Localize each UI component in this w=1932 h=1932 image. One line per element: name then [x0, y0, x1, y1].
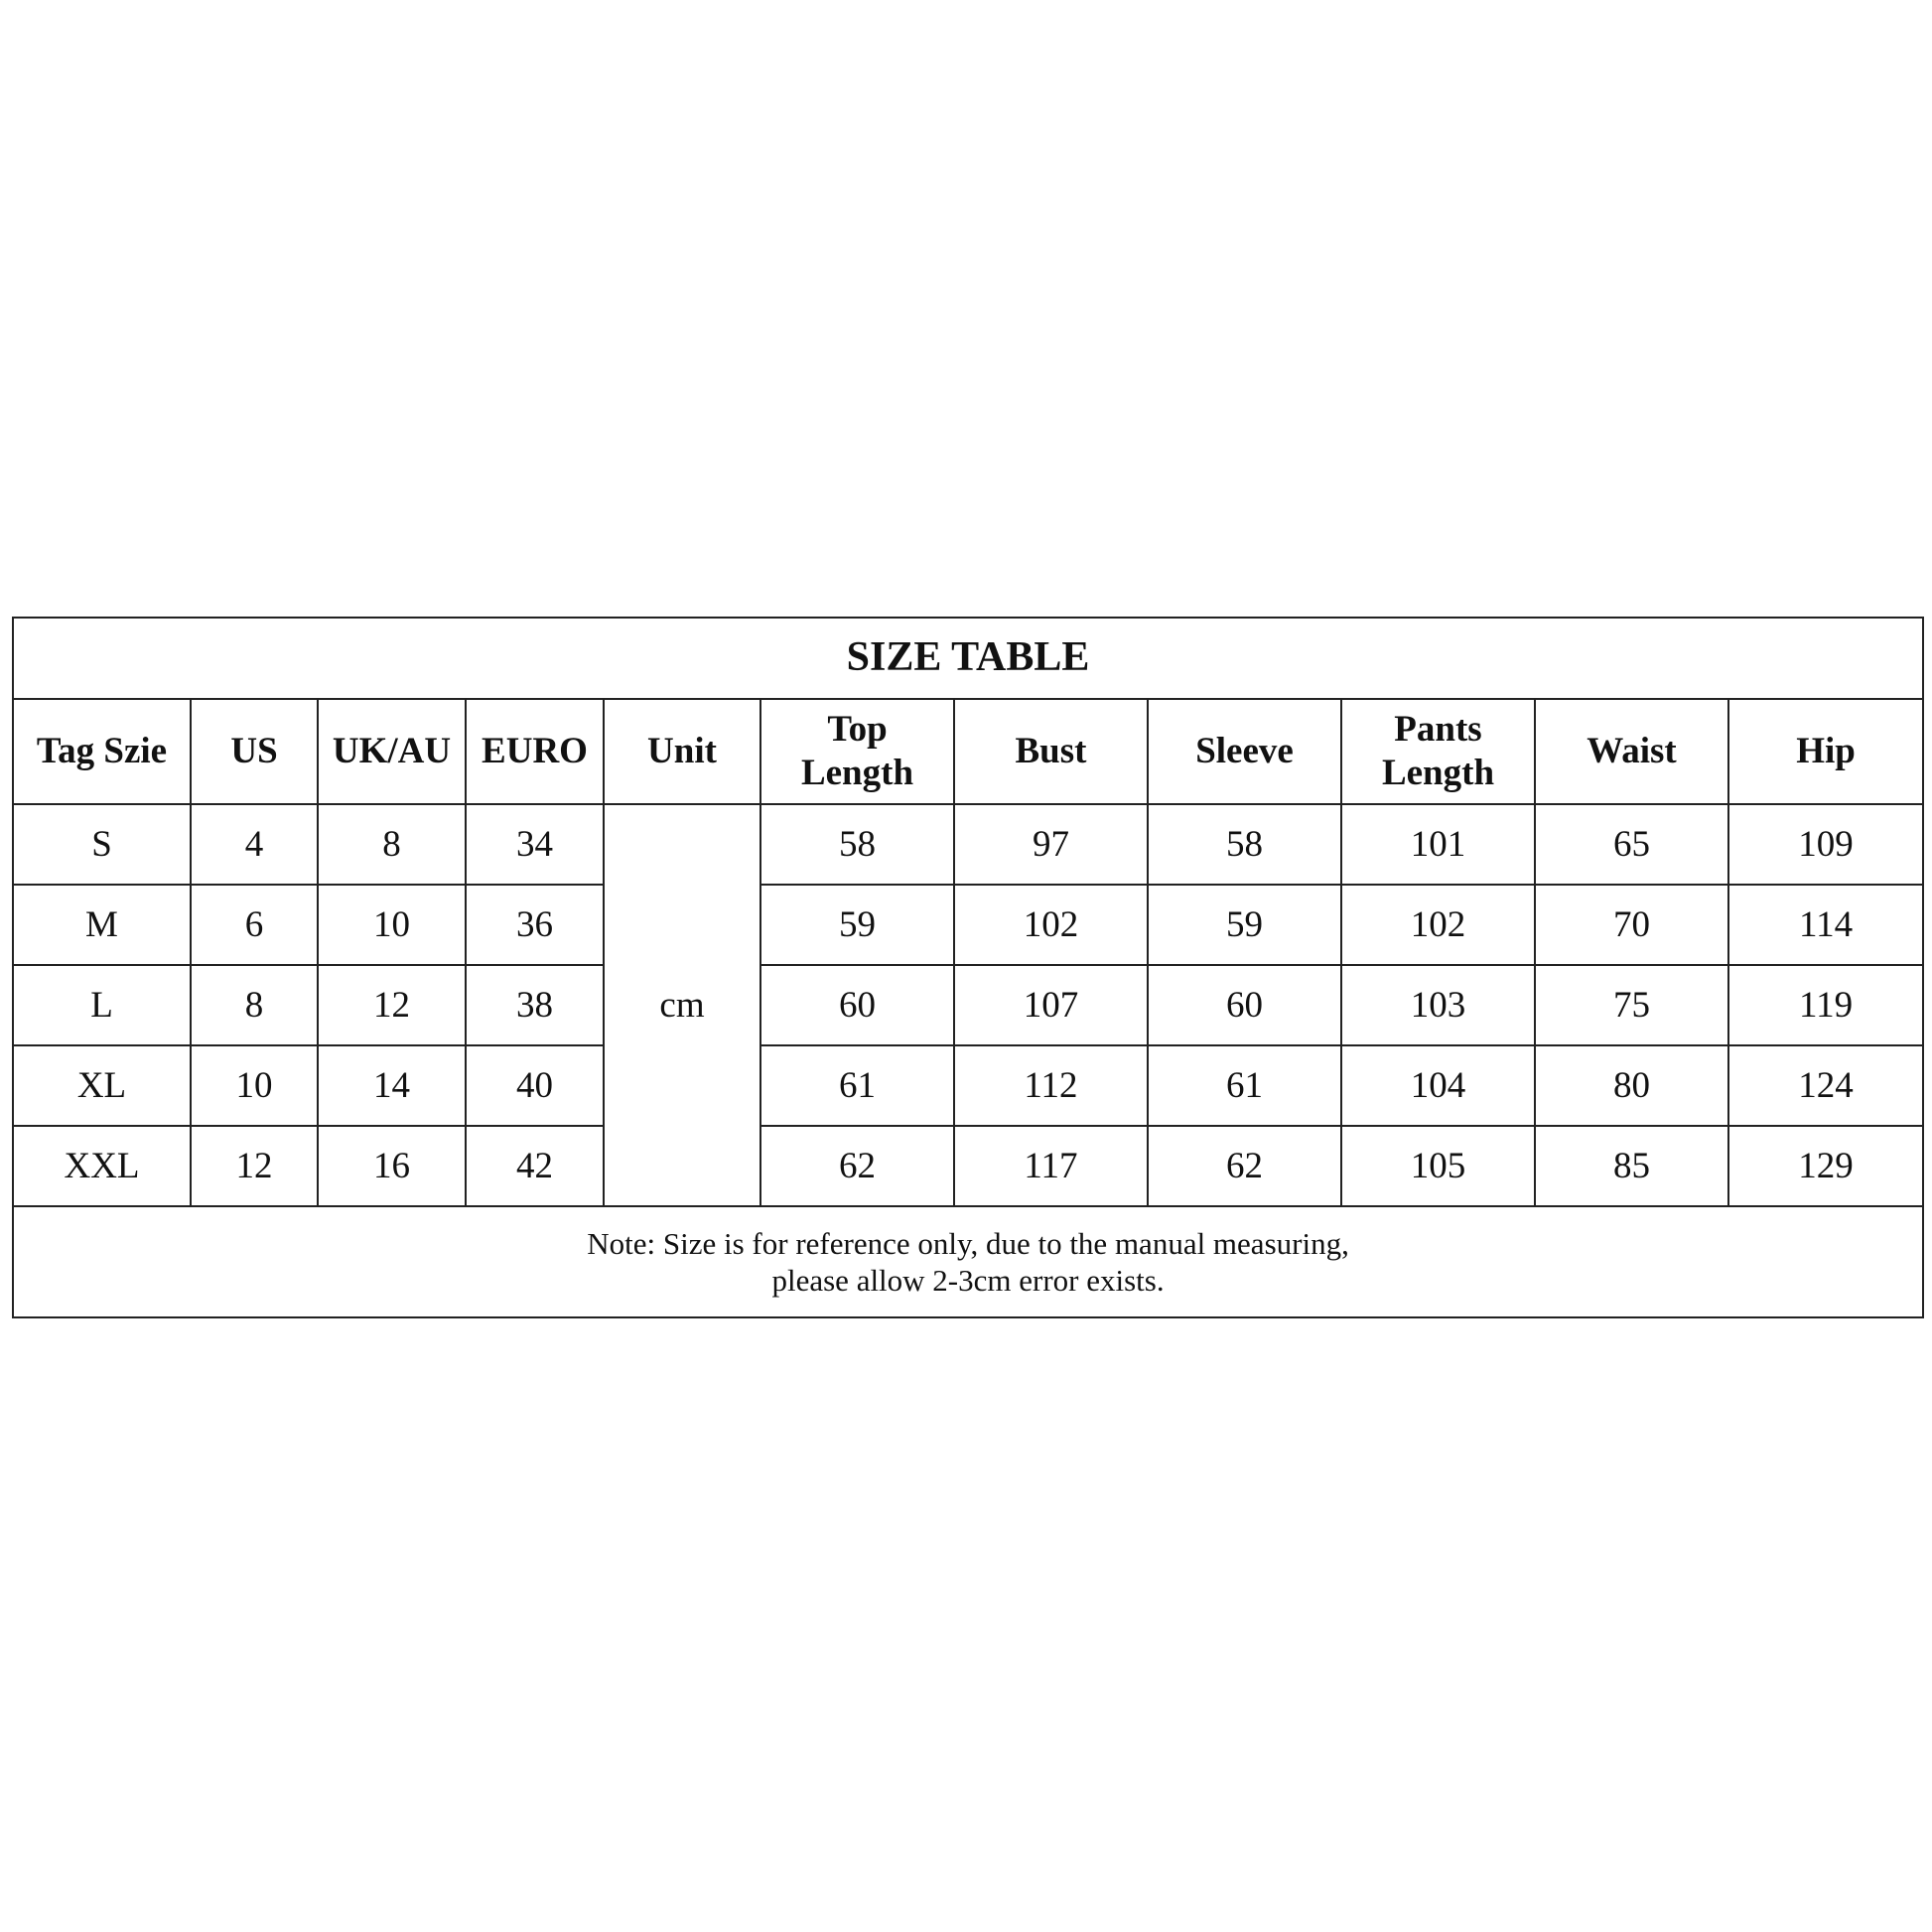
cell-top-length: 62	[760, 1126, 954, 1206]
cell-hip: 119	[1728, 965, 1923, 1045]
cell-waist: 75	[1535, 965, 1728, 1045]
cell-pants-length: 104	[1341, 1045, 1535, 1126]
cell-euro: 38	[466, 965, 604, 1045]
note-cell	[13, 1206, 1923, 1317]
header-tag-size	[13, 699, 191, 804]
cell-euro: 42	[466, 1126, 604, 1206]
cell-waist: 85	[1535, 1126, 1728, 1206]
title-row	[13, 618, 1923, 699]
cell-uk-au: 8	[318, 804, 466, 885]
header-label: Sleeve	[1195, 731, 1294, 772]
cell-hip: 109	[1728, 804, 1923, 885]
header-uk-au	[318, 699, 466, 804]
note-row	[13, 1206, 1923, 1317]
cell-sleeve: 59	[1148, 885, 1341, 965]
header-top-length	[760, 699, 954, 804]
table-row	[13, 885, 1923, 965]
cell-top-length: 61	[760, 1045, 954, 1126]
cell-pants-length: 105	[1341, 1126, 1535, 1206]
header-label: EURO	[482, 731, 588, 772]
header-label: Unit	[647, 731, 717, 772]
cell-uk-au: 14	[318, 1045, 466, 1126]
header-label: UK/AU	[332, 731, 452, 772]
cell-hip: 124	[1728, 1045, 1923, 1126]
header-label: Tag Szie	[36, 731, 168, 772]
cell-pants-length: 103	[1341, 965, 1535, 1045]
cell-uk-au: 12	[318, 965, 466, 1045]
cell-sleeve: 62	[1148, 1126, 1341, 1206]
cell-euro: 34	[466, 804, 604, 885]
cell-tag-size: S	[13, 804, 191, 885]
cell-us: 6	[191, 885, 318, 965]
cell-tag-size: L	[13, 965, 191, 1045]
cell-sleeve: 61	[1148, 1045, 1341, 1126]
cell-top-length: 58	[760, 804, 954, 885]
cell-pants-length: 102	[1341, 885, 1535, 965]
cell-tag-size: XXL	[13, 1126, 191, 1206]
size-table	[12, 617, 1924, 1318]
note-line-1: Note: Size is for reference only, due to the manual measuring,	[587, 1225, 1349, 1261]
cell-us: 8	[191, 965, 318, 1045]
note-line-2: please allow 2-3cm error exists.	[771, 1263, 1165, 1298]
table-row	[13, 1045, 1923, 1126]
cell-us: 4	[191, 804, 318, 885]
header-sleeve	[1148, 699, 1341, 804]
cell-sleeve: 58	[1148, 804, 1341, 885]
cell-waist: 80	[1535, 1045, 1728, 1126]
header-row	[13, 699, 1923, 804]
cell-euro: 40	[466, 1045, 604, 1126]
header-pants-length	[1341, 699, 1535, 804]
header-label-line1: Top	[827, 709, 888, 751]
cell-unit: cm	[604, 804, 760, 1206]
header-label: US	[230, 731, 278, 772]
cell-us: 10	[191, 1045, 318, 1126]
cell-tag-size: M	[13, 885, 191, 965]
cell-bust: 112	[954, 1045, 1148, 1126]
cell-top-length: 59	[760, 885, 954, 965]
cell-pants-length: 101	[1341, 804, 1535, 885]
header-label: Hip	[1796, 731, 1856, 772]
header-label-line1: Pants	[1394, 709, 1482, 751]
cell-top-length: 60	[760, 965, 954, 1045]
cell-euro: 36	[466, 885, 604, 965]
cell-hip: 129	[1728, 1126, 1923, 1206]
header-waist	[1535, 699, 1728, 804]
header-us	[191, 699, 318, 804]
cell-bust: 102	[954, 885, 1148, 965]
cell-hip: 114	[1728, 885, 1923, 965]
cell-waist: 65	[1535, 804, 1728, 885]
cell-sleeve: 60	[1148, 965, 1341, 1045]
cell-uk-au: 10	[318, 885, 466, 965]
header-euro	[466, 699, 604, 804]
cell-bust: 117	[954, 1126, 1148, 1206]
header-label-line2: Length	[800, 753, 914, 793]
header-label-line2: Length	[1381, 753, 1495, 793]
cell-bust: 107	[954, 965, 1148, 1045]
header-bust	[954, 699, 1148, 804]
cell-us: 12	[191, 1126, 318, 1206]
cell-waist: 70	[1535, 885, 1728, 965]
header-label: Bust	[1015, 731, 1087, 772]
table-row	[13, 965, 1923, 1045]
cell-uk-au: 16	[318, 1126, 466, 1206]
table-title: SIZE TABLE	[13, 618, 1923, 699]
header-unit	[604, 699, 760, 804]
cell-tag-size: XL	[13, 1045, 191, 1126]
header-label: Waist	[1587, 731, 1677, 772]
table-row	[13, 804, 1923, 885]
cell-bust: 97	[954, 804, 1148, 885]
header-hip	[1728, 699, 1923, 804]
table-row	[13, 1126, 1923, 1206]
